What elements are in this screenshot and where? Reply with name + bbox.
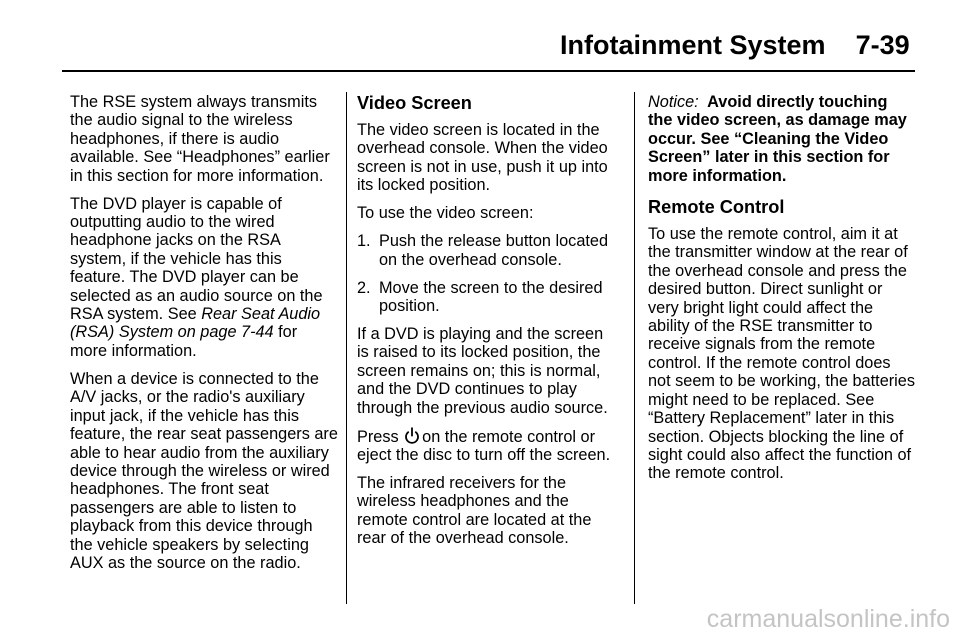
section-title: Infotainment System — [560, 30, 826, 60]
paragraph-av-jacks: When a device is connected to the A/V jacks, or the radio's auxiliary input jack, if the vehicle has this feature, the rear seat passengers are able to hear audio from the auxiliary device through the wireless or wired headphones. The front seat passengers are able to listen to playback from this device through the vehicle speakers by selecting AUX as the source on the radio. — [70, 369, 338, 572]
column-divider-2 — [634, 92, 635, 604]
paragraph-text: on the remote control or eject the disc to turn off the screen. — [357, 427, 611, 465]
list-item — [357, 279, 619, 316]
column-3 — [648, 93, 916, 492]
paragraph-dvd-playing: If a DVD is playing and the screen is raised to its locked position, the screen remains on; this is normal, and the DVD continues to play through the previous audio source. — [357, 325, 608, 417]
cross-reference-link[interactable]: Rear Seat Audio (RSA) System on page 7‑44 — [70, 305, 321, 342]
heading-video-screen: Video Screen — [357, 93, 472, 113]
notice-block — [648, 93, 916, 185]
page-header — [560, 28, 910, 62]
notice-text: Avoid directly touching the video screen, as damage may occur. See “Cleaning the Video Screen” later in this section for more information. — [648, 93, 907, 185]
step-number: 2. — [357, 278, 371, 297]
step-text: Push the release button located on the overhead console. — [379, 232, 609, 269]
watermark: carmanualsonline.info — [706, 605, 950, 633]
paragraph-press-power — [357, 427, 619, 465]
paragraph-text: Press — [357, 427, 404, 446]
page-number: 7-39 — [855, 30, 910, 60]
notice-label: Notice: — [648, 93, 699, 111]
paragraph-rse-transmits: The RSE system always transmits the audio signal to the wireless headphones, if there is audio available. See “Headphones” earlier in this section for more information. — [70, 93, 330, 185]
paragraph-video-location: The video screen is located in the overhead console. When the video screen is not in use, push it up into its locked position. — [357, 121, 608, 195]
power-icon — [404, 427, 420, 445]
paragraph-text: for more information. — [70, 323, 298, 360]
heading-remote-control: Remote Control — [648, 197, 785, 218]
paragraph-text: The DVD player is capable of outputting audio to the wired headphone jacks on the RSA system, if the vehicle has this feature. The DVD player can be selected as an audio source on the RSA system. See — [70, 194, 323, 324]
steps-list — [357, 232, 619, 315]
step-number: 1. — [357, 232, 371, 251]
list-item — [357, 232, 619, 269]
header-rule — [62, 70, 915, 72]
paragraph-to-use: To use the video screen: — [357, 204, 534, 223]
column-divider-1 — [346, 92, 347, 604]
paragraph-dvd-player — [70, 195, 338, 361]
step-text: Move the screen to the desired position. — [379, 278, 603, 316]
paragraph-remote-control: To use the remote control, aim it at the transmitter window at the rear of the overhead console and press the desired button. Direct sunlight or very bright light could affect the ability of the RSE transmitter to receive signals from the remote control. If the remote control does not seem to be working, the batteries might need to be replaced. See “Battery Replacement” later in this section. Objects blocking the line of sight could also affect the function of the remote control. — [648, 225, 915, 483]
column-2 — [357, 93, 619, 557]
paragraph-infrared-receivers: The infrared receivers for the wireless headphones and the remote control are located at the rear of the overhead console. — [357, 474, 592, 548]
column-1 — [70, 93, 338, 582]
